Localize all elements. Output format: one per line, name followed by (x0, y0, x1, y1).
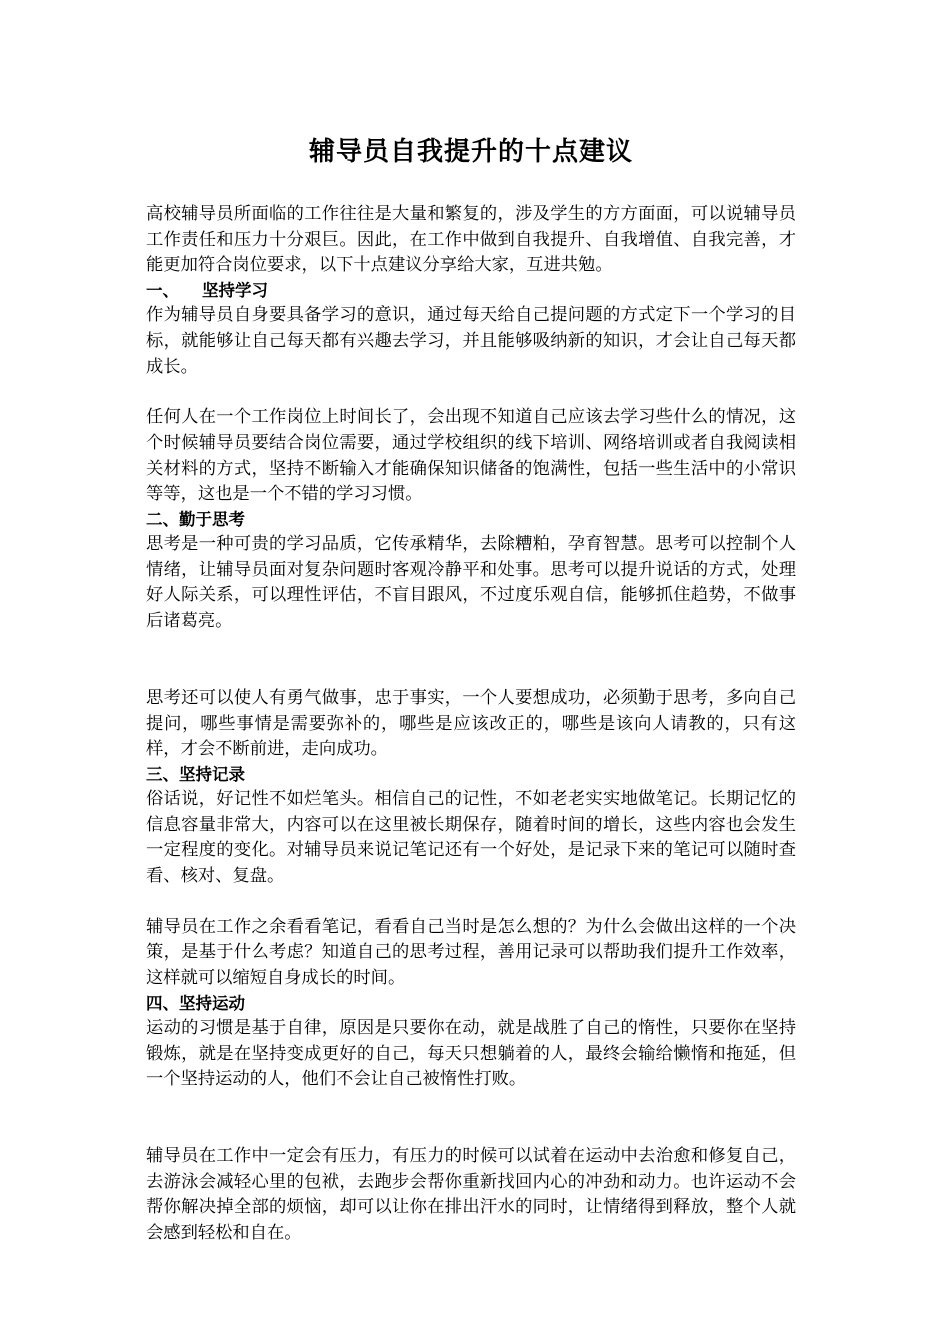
section-heading-1 (146, 279, 796, 303)
section-number-3: 三、 (146, 764, 179, 784)
section-1-paragraph-2: 任何人在一个工作岗位上时间长了，会出现不知道自己应该去学习些什么的情况，这个时候辅导员要结合岗位需要，通过学校组织的线下培训、网络培训或者自我阅读相关材料的方式，坚持不断输入才能确保知识储备的饱满性，包括一些生活中的小常识等等，这也是一个不错的学习习惯。 (146, 407, 796, 505)
paragraph-spacer (146, 635, 796, 686)
section-number-4: 四、 (146, 993, 179, 1013)
section-1-paragraph-1: 作为辅导员自身要具备学习的意识，通过每天给自己提问题的方式定下一个学习的目标，就能够让自己每天都有兴趣去学习，并且能够吸纳新的知识，才会让自己每天都成长。 (146, 305, 796, 377)
intro-paragraph: 高校辅导员所面临的工作往往是大量和繁复的，涉及学生的方方面面，可以说辅导员工作责任和压力十分艰巨。因此，在工作中做到自我提升、自我增值、自我完善，才能更加符合岗位要求，以下十点建议分享给大家，互进共勉。 (146, 204, 796, 276)
section-heading-4 (146, 992, 796, 1016)
section-title-2: 勤于思考 (179, 510, 245, 530)
section-number-2: 二、 (146, 510, 179, 530)
section-heading-2 (146, 508, 796, 532)
document-page (146, 132, 796, 1247)
section-3-paragraph-1: 俗话说，好记性不如烂笔头。相信自己的记性，不如老老实实地做笔记。长期记忆的信息容量非常大，内容可以在这里被长期保存，随着时间的增长，这些内容也会发生一定程度的变化。对辅导员来说记笔记还有一个好处，是记录下来的笔记可以随时查看、核对、复盘。 (146, 788, 796, 887)
paragraph-spacer (146, 890, 796, 915)
section-number-1: 一、 (146, 281, 179, 301)
section-4-paragraph-2: 辅导员在工作中一定会有压力，有压力的时候可以试着在运动中去治愈和修复自己，去游泳会减轻心里的包袱，去跑步会帮你重新找回内心的冲劲和动力。也许运动不会帮你解决掉全部的烦恼，却可以让你在排出汗水的同时，让情绪得到释放，整个人就会感到轻松和自在。 (146, 1145, 796, 1244)
section-heading-3 (146, 763, 796, 787)
section-title-3: 坚持记录 (179, 764, 245, 784)
paragraph-spacer (146, 1093, 796, 1144)
section-4-paragraph-1: 运动的习惯是基于自律，原因是只要你在动，就是战胜了自己的惰性，只要你在坚持锻炼，就是在坚持变成更好的自己，每天只想躺着的人，最终会输给懒惰和拖延，但一个坚持运动的人，他们不会让自己被惰性打败。 (146, 1017, 796, 1090)
section-2-paragraph-1: 思考是一种可贵的学习品质，它传承精华，去除糟粕，孕育智慧。思考可以控制个人情绪，让辅导员面对复杂问题时客观冷静平和处事。思考可以提升说话的方式，处理好人际关系，可以理性评估，不盲目跟风，不过度乐观自信，能够抓住趋势，不做事后诸葛亮。 (146, 534, 796, 632)
section-3-paragraph-2: 辅导员在工作之余看看笔记，看看自己当时是怎么想的？为什么会做出这样的一个决策，是基于什么考虑？知道自己的思考过程，善用记录可以帮助我们提升工作效率，这样就可以缩短自身成长的时间。 (146, 916, 796, 989)
paragraph-spacer (146, 380, 796, 405)
section-2-paragraph-2: 思考还可以使人有勇气做事，忠于事实，一个人要想成功，必须勤于思考，多向自己提问，哪些事情是需要弥补的，哪些是应该改正的，哪些是该向人请教的，只有这样，才会不断前进，走向成功。 (146, 687, 796, 760)
section-title-4: 坚持运动 (179, 993, 245, 1013)
section-title-1: 坚持学习 (202, 281, 268, 301)
document-title: 辅导员自我提升的十点建议 (308, 137, 633, 167)
